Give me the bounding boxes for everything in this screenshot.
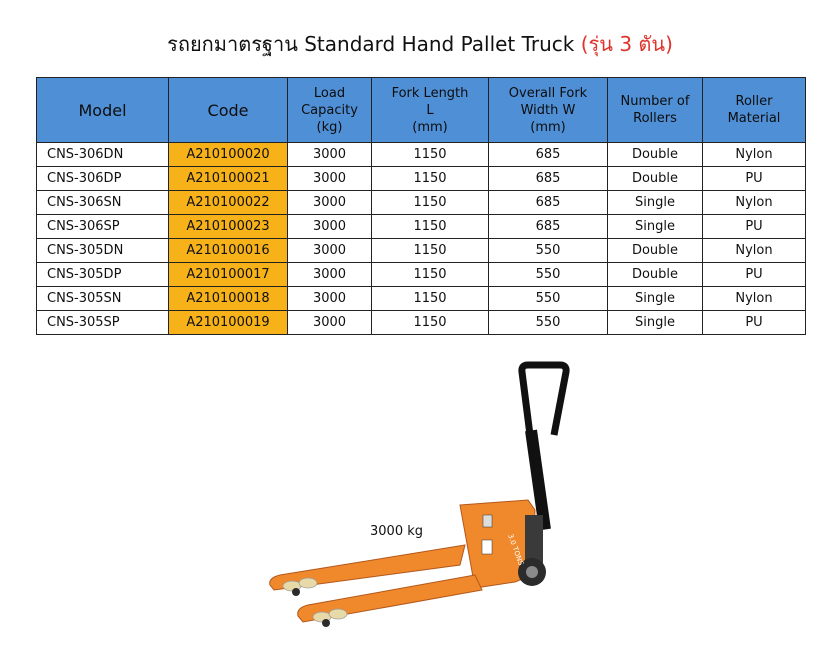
warning-label [482, 540, 492, 554]
header-rollers [608, 78, 703, 143]
cell-rollers: Single [608, 191, 703, 215]
header-fork-line2: L [426, 102, 434, 118]
cell-material: Nylon [703, 191, 806, 215]
handle-loop [522, 365, 566, 435]
cell-load: 3000 [288, 191, 372, 215]
cell-model: CNS-306SP [37, 215, 169, 239]
table-row [37, 311, 806, 335]
cell-load: 3000 [288, 263, 372, 287]
cell-rollers: Single [608, 287, 703, 311]
cell-load: 3000 [288, 239, 372, 263]
cell-code: A210100023 [169, 215, 288, 239]
cell-material: Nylon [703, 143, 806, 167]
header-width-line2: Width W [520, 102, 576, 118]
cell-load: 3000 [288, 143, 372, 167]
header-rollers-line1: Number of [620, 94, 690, 109]
cell-code: A210100016 [169, 239, 288, 263]
cell-load: 3000 [288, 287, 372, 311]
cell-load: 3000 [288, 167, 372, 191]
cell-width: 550 [489, 311, 608, 335]
header-load-line2: Capacity [301, 102, 358, 118]
cell-material: PU [703, 263, 806, 287]
fork-wheel [292, 588, 300, 596]
header-code: Code [169, 78, 288, 143]
header-material-line2: Material [727, 111, 781, 126]
cell-fork: 1150 [372, 239, 489, 263]
cell-model: CNS-305DP [37, 263, 169, 287]
page-title [0, 28, 840, 60]
table-row [37, 167, 806, 191]
title-main: รถยกมาตรฐาน Standard Hand Pallet Truck [167, 32, 575, 56]
header-width [489, 78, 608, 143]
cell-width: 550 [489, 263, 608, 287]
cell-code: A210100022 [169, 191, 288, 215]
cell-code: A210100020 [169, 143, 288, 167]
cell-material: PU [703, 311, 806, 335]
cell-code: A210100019 [169, 311, 288, 335]
load-roller [329, 609, 347, 619]
cell-fork: 1150 [372, 311, 489, 335]
cell-fork: 1150 [372, 191, 489, 215]
cell-fork: 1150 [372, 287, 489, 311]
capacity-caption: 3000 kg [370, 524, 423, 539]
table-row [37, 239, 806, 263]
header-fork-line3: (mm) [412, 119, 448, 135]
cell-width: 685 [489, 143, 608, 167]
header-load [288, 78, 372, 143]
cell-material: Nylon [703, 287, 806, 311]
header-load-line1: Load [313, 85, 346, 101]
cell-code: A210100017 [169, 263, 288, 287]
cell-fork: 1150 [372, 215, 489, 239]
cell-fork: 1150 [372, 167, 489, 191]
cell-width: 550 [489, 287, 608, 311]
table-row [37, 191, 806, 215]
cell-rollers: Double [608, 239, 703, 263]
cell-width: 685 [489, 215, 608, 239]
title-accent: (รุ่น 3 ตัน) [580, 32, 673, 56]
cell-width: 685 [489, 191, 608, 215]
cell-rollers: Single [608, 215, 703, 239]
cell-model: CNS-305SP [37, 311, 169, 335]
cell-model: CNS-305SN [37, 287, 169, 311]
pallet-truck-image [260, 360, 580, 635]
cell-rollers: Single [608, 311, 703, 335]
cell-load: 3000 [288, 215, 372, 239]
spec-table [36, 77, 806, 335]
cell-rollers: Double [608, 167, 703, 191]
header-row [37, 78, 806, 143]
tons-decal: 3.0 TONS [506, 532, 525, 567]
header-fork-line1: Fork Length [391, 85, 469, 101]
header-width-line3: (mm) [530, 119, 566, 135]
header-fork [372, 78, 489, 143]
cell-material: PU [703, 167, 806, 191]
table-row [37, 215, 806, 239]
cell-material: Nylon [703, 239, 806, 263]
cell-fork: 1150 [372, 263, 489, 287]
load-roller [299, 578, 317, 588]
table-row [37, 287, 806, 311]
cell-fork: 1150 [372, 143, 489, 167]
header-rollers-line2: Rollers [633, 111, 677, 126]
cell-code: A210100018 [169, 287, 288, 311]
header-material [703, 78, 806, 143]
info-label [483, 515, 492, 527]
cell-model: CNS-305DN [37, 239, 169, 263]
cell-rollers: Double [608, 143, 703, 167]
header-material-line1: Roller [735, 94, 773, 109]
cell-material: PU [703, 215, 806, 239]
cell-model: CNS-306DN [37, 143, 169, 167]
cell-rollers: Double [608, 263, 703, 287]
cell-width: 685 [489, 167, 608, 191]
table-row [37, 263, 806, 287]
steer-wheel-hub [526, 566, 538, 578]
cell-model: CNS-306DP [37, 167, 169, 191]
fork-wheel [322, 619, 330, 627]
cell-width: 550 [489, 239, 608, 263]
header-load-line3: (kg) [316, 119, 343, 135]
header-width-line1: Overall Fork [508, 85, 588, 101]
cell-load: 3000 [288, 311, 372, 335]
cell-model: CNS-306SN [37, 191, 169, 215]
table-row [37, 143, 806, 167]
cell-code: A210100021 [169, 167, 288, 191]
header-model: Model [37, 78, 169, 143]
